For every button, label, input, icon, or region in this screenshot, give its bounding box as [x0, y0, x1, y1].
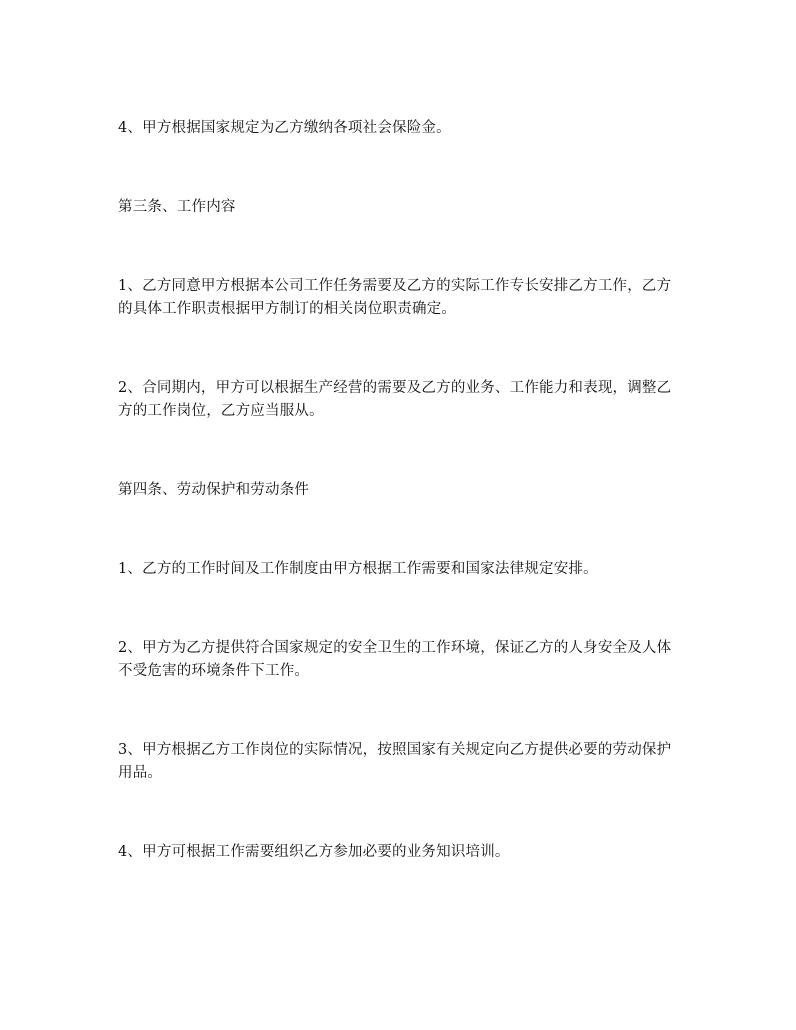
article-4-heading: 第四条、劳动保护和劳动条件 — [118, 482, 310, 498]
article-3-item-1: 1、乙方同意甲方根据本公司工作任务需要及乙方的实际工作专长安排乙方工作，乙方的具体工作职责根据甲方制订的相关岗位职责确定。 — [118, 278, 672, 317]
article-4-item-2: 2、甲方为乙方提供符合国家规定的安全卫生的工作环境，保证乙方的人身安全及人体不受危害的环境条件下工作。 — [118, 640, 672, 679]
article-4-item-4: 4、甲方可根据工作需要组织乙方参加必要的业务知识培训。 — [118, 844, 510, 860]
article-4-item-3: 3、甲方根据乙方工作岗位的实际情况，按照国家有关规定向乙方提供必要的劳动保护用品。 — [118, 742, 672, 781]
article-3-item-2: 2、合同期内，甲方可以根据生产经营的需要及乙方的业务、工作能力和表现，调整乙方的工作岗位，乙方应当服从。 — [118, 380, 672, 419]
clause-3-item-4: 4、甲方根据国家规定为乙方缴纳各项社会保险金。 — [118, 120, 451, 136]
article-3-heading: 第三条、工作内容 — [118, 199, 236, 215]
article-4-item-1: 1、乙方的工作时间及工作制度由甲方根据工作需要和国家法律规定安排。 — [118, 561, 598, 577]
